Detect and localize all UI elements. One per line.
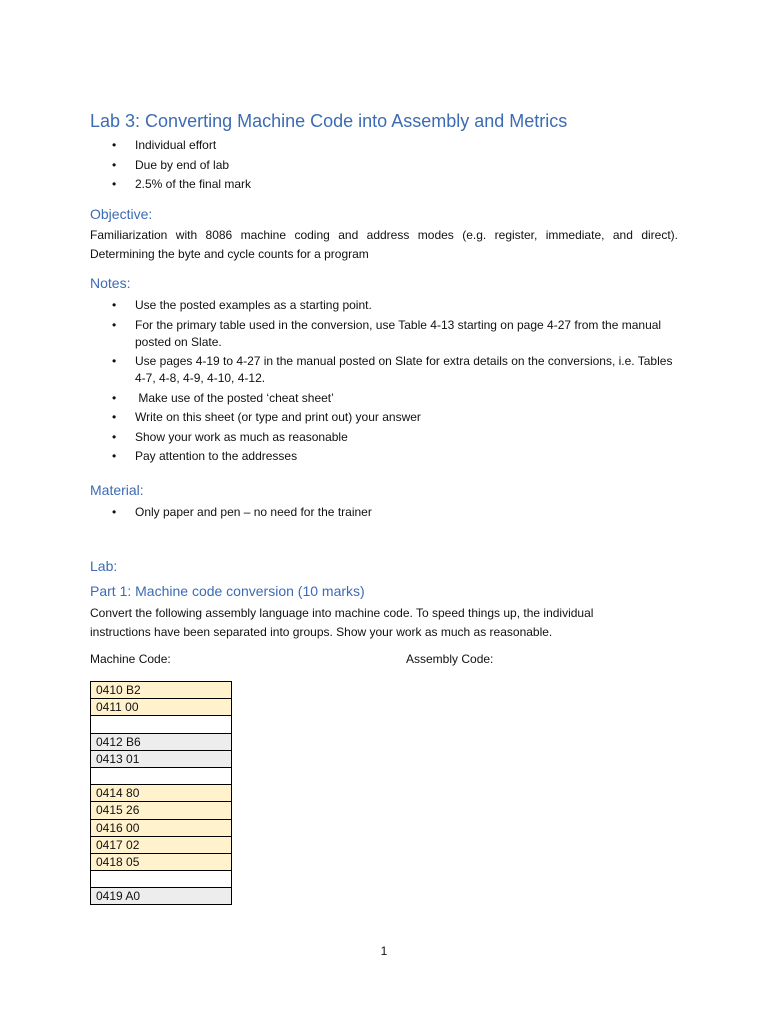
objective-text: Familiarization with 8086 machine coding and address modes (e.g. register, immediate, and direct). Determining the byte and cycle counts for a program <box>90 228 678 261</box>
list-item: • Only paper and pen – no need for the trainer <box>90 504 678 521</box>
page-title: Lab 3: Converting Machine Code into Assembly and Metrics <box>90 111 568 131</box>
table-row <box>91 853 232 870</box>
code-cell: 0415 26 <box>91 802 232 819</box>
table-row <box>91 716 232 733</box>
notes-heading: Notes: <box>90 275 131 291</box>
table-row <box>91 785 232 802</box>
table-row <box>91 819 232 836</box>
list-item: • Write on this sheet (or type and print out) your answer <box>90 409 678 426</box>
code-cell: 0414 80 <box>91 785 232 802</box>
code-cell: 0416 00 <box>91 819 232 836</box>
code-cell: 0413 01 <box>91 750 232 767</box>
objective-heading: Objective: <box>90 206 153 222</box>
list-item: • Individual effort <box>90 137 678 154</box>
material-heading: Material: <box>90 482 144 498</box>
code-cell <box>91 871 232 888</box>
code-cell: 0410 B2 <box>91 682 232 699</box>
table-row <box>91 888 232 905</box>
list-item: • 2.5% of the final mark <box>90 176 678 193</box>
code-cell <box>91 767 232 784</box>
assembly-code-label: Assembly Code: <box>406 652 494 666</box>
table-row <box>91 750 232 767</box>
code-cell: 0412 B6 <box>91 733 232 750</box>
code-cell <box>91 716 232 733</box>
table-row <box>91 767 232 784</box>
code-cell: 0411 00 <box>91 699 232 716</box>
code-cell: 0417 02 <box>91 836 232 853</box>
part1-heading: Part 1: Machine code conversion (10 marks) <box>90 583 365 599</box>
list-item: • Make use of the posted ‘cheat sheet’ <box>90 390 678 407</box>
part1-instructions: Convert the following assembly language into machine code. To speed things up, the individual instructions have been separated into groups. Show your work as much as reasonable. <box>90 606 594 639</box>
page-number: 1 <box>380 944 388 958</box>
table-row <box>91 802 232 819</box>
list-item: • Use pages 4-19 to 4-27 in the manual posted on Slate for extra details on the conversions, i.e. Tables 4-7, 4-8, 4-9, 4-10, 4-12. <box>90 353 678 387</box>
table-row <box>91 699 232 716</box>
list-item: • For the primary table used in the conversion, use Table 4-13 starting on page 4-27 from the manual posted on Slate. <box>90 317 678 351</box>
machine-code-label: Machine Code: <box>90 652 171 666</box>
code-cell: 0419 A0 <box>91 888 232 905</box>
list-item: • Show your work as much as reasonable <box>90 429 678 446</box>
list-item: • Use the posted examples as a starting point. <box>90 297 678 314</box>
list-item: • Pay attention to the addresses <box>90 448 678 465</box>
notes-bullet-list <box>90 297 678 468</box>
table-row <box>91 682 232 699</box>
intro-bullet-list <box>90 137 678 196</box>
material-bullet-list <box>90 504 678 524</box>
lab-heading: Lab: <box>90 558 118 574</box>
table-row <box>91 836 232 853</box>
machine-code-table <box>90 681 232 905</box>
code-cell: 0418 05 <box>91 853 232 870</box>
list-item: • Due by end of lab <box>90 157 678 174</box>
table-row <box>91 871 232 888</box>
table-row <box>91 733 232 750</box>
